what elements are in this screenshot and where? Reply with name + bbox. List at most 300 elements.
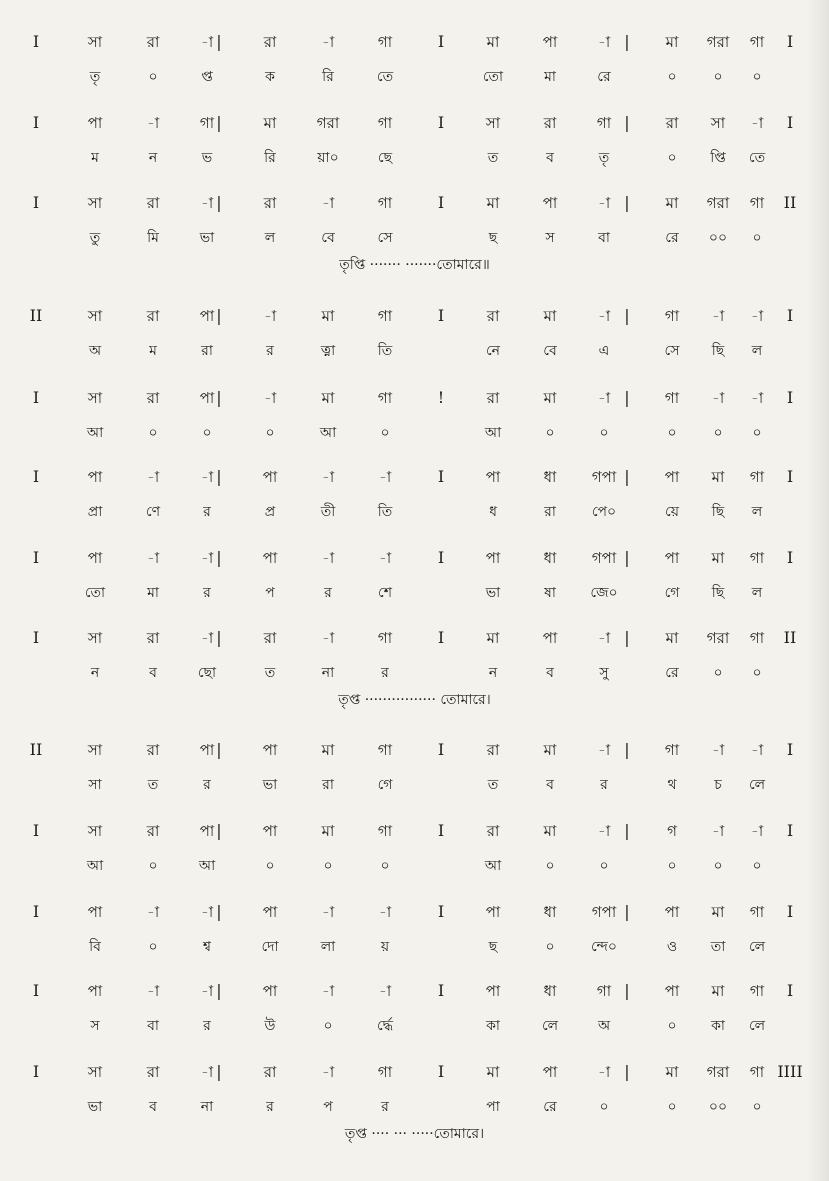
swara-note: সা xyxy=(87,33,103,51)
lyric-syllable: ত xyxy=(147,777,159,793)
swara-note: পা xyxy=(199,307,215,325)
swara-note: গ xyxy=(667,822,677,840)
swara-note: পা xyxy=(262,822,278,840)
swara-note: -া xyxy=(597,307,611,325)
bar-line: | xyxy=(624,740,630,759)
swara-note: পা xyxy=(262,741,278,759)
lyric-syllable: রে xyxy=(665,665,679,681)
bar-line: I xyxy=(32,821,40,840)
lyric-syllable: ন xyxy=(90,665,100,681)
bar-line: I xyxy=(437,548,445,567)
swara-note: -া xyxy=(263,389,277,407)
lyric-syllable: ০ xyxy=(148,425,158,441)
swara-note: গা xyxy=(377,1063,393,1081)
lyric-syllable: ব xyxy=(546,150,554,166)
lyric-syllable: গে xyxy=(664,585,680,601)
swara-line xyxy=(0,1058,829,1086)
swara-note: -া xyxy=(200,629,214,647)
swara-note: রা xyxy=(146,822,160,840)
lyric-syllable: তো xyxy=(84,585,106,601)
swara-note: সা xyxy=(87,741,103,759)
bar-line: I xyxy=(32,467,40,486)
lyric-syllable: ভা xyxy=(262,777,278,793)
swara-note: গা xyxy=(377,629,393,647)
bar-line: | xyxy=(624,902,630,921)
lyric-syllable: কা xyxy=(486,1018,500,1034)
lyric-line xyxy=(0,144,829,172)
lyric-syllable: র xyxy=(381,665,389,681)
lyric-syllable: র xyxy=(600,777,608,793)
lyric-syllable: ছি xyxy=(711,585,725,601)
swara-note: -া xyxy=(200,903,214,921)
lyric-syllable: ০ xyxy=(713,425,723,441)
lyric-syllable: অ xyxy=(597,1018,611,1034)
swara-note: -া xyxy=(321,1063,335,1081)
swara-note: -া xyxy=(597,1063,611,1081)
lyric-syllable: ০ xyxy=(148,69,158,85)
lyric-syllable: তে xyxy=(748,150,766,166)
swara-note: -া xyxy=(263,307,277,325)
bar-line: II xyxy=(783,193,797,212)
swara-note: গা xyxy=(749,982,765,1000)
swara-note: -া xyxy=(750,114,764,132)
bar-line: | xyxy=(216,548,222,567)
bar-line: I xyxy=(437,467,445,486)
lyric-syllable: লে xyxy=(748,1018,766,1034)
lyric-syllable: রা xyxy=(544,504,556,520)
lyric-syllable: ধ xyxy=(489,504,497,520)
swara-line xyxy=(0,109,829,137)
swara-note: রা xyxy=(146,741,160,759)
lyric-syllable: ০ xyxy=(667,69,677,85)
lyric-syllable: অ xyxy=(88,343,102,359)
lyric-syllable: সে xyxy=(664,343,680,359)
lyric-syllable: লে xyxy=(541,1018,559,1034)
lyric-syllable: রে xyxy=(543,1099,557,1115)
bar-line: II xyxy=(29,740,43,759)
bar-line: I xyxy=(437,821,445,840)
swara-note: -া xyxy=(146,114,160,132)
lyric-syllable: ব xyxy=(149,665,157,681)
swara-note: গা xyxy=(377,307,393,325)
swara-note: গা xyxy=(377,389,393,407)
lyric-syllable: ০ xyxy=(265,858,275,874)
lyric-line xyxy=(0,63,829,91)
swara-note: মা xyxy=(486,33,500,51)
lyric-syllable: মা xyxy=(544,69,556,85)
lyric-syllable: নে xyxy=(485,343,501,359)
lyric-syllable: লে xyxy=(748,939,766,955)
swara-note: -া xyxy=(378,982,392,1000)
bar-line: ! xyxy=(437,388,445,407)
lyric-syllable: ০ xyxy=(752,665,762,681)
swara-note: -া xyxy=(711,389,725,407)
swara-note: -া xyxy=(200,33,214,51)
lyric-syllable: ল xyxy=(751,585,763,601)
lyric-syllable: ম xyxy=(91,150,99,166)
swara-note: -া xyxy=(597,194,611,212)
lyric-syllable: ০ xyxy=(545,425,555,441)
swara-note: পা xyxy=(485,549,501,567)
lyric-syllable: ০০ xyxy=(708,230,728,246)
swara-note: -া xyxy=(750,389,764,407)
bar-line: I xyxy=(437,306,445,325)
swara-note: রা xyxy=(486,741,500,759)
lyric-line xyxy=(0,1012,829,1040)
lyric-syllable: ০ xyxy=(667,150,677,166)
swara-note: মা xyxy=(711,982,725,1000)
lyric-syllable: ০ xyxy=(545,939,555,955)
swara-line xyxy=(0,898,829,926)
swara-note: রা xyxy=(486,389,500,407)
bar-line: I xyxy=(437,32,445,51)
swara-note: মা xyxy=(486,1063,500,1081)
refrain-note: তৃপ্ত ···· ··· ·····তোমারে। xyxy=(344,1126,485,1142)
swara-note: -া xyxy=(321,903,335,921)
lyric-syllable: তে xyxy=(376,69,394,85)
lyric-syllable: তৃ xyxy=(89,69,101,85)
lyric-syllable: ছে xyxy=(377,150,393,166)
lyric-syllable: কা xyxy=(711,1018,725,1034)
swara-note: -া xyxy=(597,33,611,51)
lyric-syllable: ০ xyxy=(380,858,390,874)
swara-note: গা xyxy=(749,33,765,51)
lyric-syllable: ত xyxy=(487,777,499,793)
swara-note: পা xyxy=(262,468,278,486)
lyric-syllable: ত্না xyxy=(320,343,336,359)
lyric-syllable: ০ xyxy=(148,858,158,874)
lyric-syllable: মা xyxy=(147,585,159,601)
bar-line: | xyxy=(216,981,222,1000)
swara-note: গা xyxy=(664,307,680,325)
lyric-line xyxy=(0,1093,829,1121)
lyric-syllable: থ xyxy=(667,777,677,793)
lyric-syllable: ম xyxy=(149,343,157,359)
swara-note: -া xyxy=(750,822,764,840)
lyric-syllable: রে xyxy=(665,230,679,246)
lyric-syllable: শ্ব xyxy=(203,939,211,955)
lyric-syllable: ০ xyxy=(752,230,762,246)
swara-line xyxy=(0,977,829,1005)
bar-line: IIII xyxy=(777,1062,803,1081)
lyric-syllable: ০ xyxy=(323,1018,333,1034)
swara-note: মা xyxy=(543,389,557,407)
swara-note: পা xyxy=(199,741,215,759)
bar-line: I xyxy=(32,193,40,212)
lyric-syllable: বে xyxy=(543,343,557,359)
lyric-syllable: ও xyxy=(666,939,678,955)
swara-note: মা xyxy=(321,307,335,325)
bar-line: | xyxy=(216,821,222,840)
bar-line: | xyxy=(624,548,630,567)
swara-note: -া xyxy=(321,468,335,486)
swara-note: মা xyxy=(321,822,335,840)
swara-note: পা xyxy=(199,822,215,840)
swara-note: -া xyxy=(146,468,160,486)
swara-note: গা xyxy=(377,741,393,759)
lyric-syllable: ছি xyxy=(711,343,725,359)
swara-line xyxy=(0,463,829,491)
swara-line xyxy=(0,189,829,217)
swara-note: পা xyxy=(87,468,103,486)
bar-line: I xyxy=(32,902,40,921)
swara-note: রা xyxy=(543,114,557,132)
swara-note: -া xyxy=(597,389,611,407)
lyric-syllable: প xyxy=(265,585,275,601)
swara-note: -া xyxy=(597,741,611,759)
swara-note: -া xyxy=(750,307,764,325)
swara-note: পা xyxy=(199,389,215,407)
swara-note: -া xyxy=(321,33,335,51)
bar-line: I xyxy=(786,306,794,325)
bar-line: | xyxy=(216,388,222,407)
lyric-syllable: লে xyxy=(748,777,766,793)
lyric-syllable: আ xyxy=(86,858,104,874)
lyric-syllable: ০ xyxy=(667,858,677,874)
swara-note: গরা xyxy=(706,629,730,647)
bar-line: | xyxy=(216,740,222,759)
swara-note: -া xyxy=(321,549,335,567)
swara-note: পা xyxy=(485,903,501,921)
swara-note: -া xyxy=(750,741,764,759)
swara-note: পা xyxy=(87,903,103,921)
lyric-syllable: র xyxy=(203,504,211,520)
lyric-syllable: সে xyxy=(377,230,393,246)
lyric-syllable: তা xyxy=(710,939,726,955)
lyric-syllable: র xyxy=(266,1099,274,1115)
swara-line xyxy=(0,736,829,764)
lyric-syllable: য় xyxy=(380,939,390,955)
lyric-syllable: ০ xyxy=(667,1018,677,1034)
lyric-syllable: দো xyxy=(261,939,279,955)
lyric-syllable: ব xyxy=(149,1099,157,1115)
lyric-syllable: পা xyxy=(486,1099,500,1115)
lyric-syllable: ০ xyxy=(148,939,158,955)
bar-line: | xyxy=(624,467,630,486)
bar-line: | xyxy=(216,193,222,212)
swara-note: মা xyxy=(665,629,679,647)
lyric-syllable: তি xyxy=(377,504,393,520)
bar-line: | xyxy=(624,1062,630,1081)
lyric-syllable: র xyxy=(203,777,211,793)
bar-line: I xyxy=(437,113,445,132)
bar-line: II xyxy=(783,628,797,647)
lyric-syllable: ছ xyxy=(488,939,498,955)
lyric-syllable: ভা xyxy=(485,585,501,601)
lyric-syllable: ক xyxy=(265,69,275,85)
lyric-syllable: ০ xyxy=(752,69,762,85)
lyric-syllable: ভা xyxy=(87,1099,103,1115)
bar-line: I xyxy=(32,388,40,407)
lyric-line xyxy=(0,933,829,961)
lyric-syllable: ০ xyxy=(752,425,762,441)
swara-note: পা xyxy=(664,549,680,567)
bar-line: II xyxy=(29,306,43,325)
lyric-syllable: আ xyxy=(484,858,502,874)
swara-note: -া xyxy=(200,549,214,567)
bar-line: I xyxy=(437,740,445,759)
swara-note: পা xyxy=(262,982,278,1000)
bar-line: I xyxy=(786,548,794,567)
lyric-syllable: প xyxy=(323,1099,333,1115)
swara-line xyxy=(0,384,829,412)
lyric-syllable: বা xyxy=(598,230,610,246)
swara-note: -া xyxy=(200,468,214,486)
swara-note: সা xyxy=(87,389,103,407)
lyric-syllable: ০ xyxy=(713,665,723,681)
lyric-syllable: তী xyxy=(320,504,336,520)
swara-note: রা xyxy=(146,389,160,407)
bar-line: I xyxy=(786,467,794,486)
lyric-syllable: র xyxy=(381,1099,389,1115)
lyric-syllable: আ xyxy=(86,425,104,441)
bar-line: I xyxy=(786,740,794,759)
swara-note: -া xyxy=(200,982,214,1000)
swara-line xyxy=(0,624,829,652)
lyric-syllable: ত xyxy=(487,150,499,166)
lyric-syllable: ভা xyxy=(199,230,215,246)
lyric-syllable: আ xyxy=(198,858,216,874)
swara-note: মা xyxy=(321,389,335,407)
lyric-syllable: বি xyxy=(89,939,101,955)
lyric-syllable: ল xyxy=(751,504,763,520)
bar-line: I xyxy=(786,821,794,840)
swara-note: -া xyxy=(378,549,392,567)
swara-note: মা xyxy=(665,33,679,51)
swara-note: মা xyxy=(543,307,557,325)
lyric-syllable: ল xyxy=(264,230,276,246)
lyric-syllable: রি xyxy=(322,69,334,85)
swara-note: গরা xyxy=(706,1063,730,1081)
lyric-syllable: র্দ্ধে xyxy=(377,1018,393,1034)
swara-note: গা xyxy=(749,468,765,486)
lyric-syllable: র xyxy=(324,585,332,601)
swara-note: গা xyxy=(664,741,680,759)
swara-note: রা xyxy=(146,194,160,212)
lyric-syllable: না xyxy=(321,665,335,681)
swara-note: ধা xyxy=(543,549,557,567)
swara-note: গা xyxy=(749,194,765,212)
swara-note: সা xyxy=(710,114,726,132)
swara-note: গা xyxy=(596,982,612,1000)
swara-note: সা xyxy=(485,114,501,132)
swara-note: সা xyxy=(87,822,103,840)
lyric-syllable: গে xyxy=(377,777,393,793)
bar-line: | xyxy=(624,32,630,51)
swara-note: পা xyxy=(542,194,558,212)
lyric-syllable: তু xyxy=(89,230,101,246)
bar-line: I xyxy=(786,113,794,132)
swara-note: গা xyxy=(199,114,215,132)
swara-note: গরা xyxy=(316,114,340,132)
swara-note: সা xyxy=(87,1063,103,1081)
refrain-note: তৃপ্ত ················ তোমারে। xyxy=(338,692,491,708)
swara-note: -া xyxy=(711,822,725,840)
swara-note: -া xyxy=(711,741,725,759)
lyric-syllable: এ xyxy=(598,343,610,359)
lyric-syllable: ভ xyxy=(201,150,213,166)
swara-note: -া xyxy=(711,307,725,325)
lyric-syllable: ০ xyxy=(752,1099,762,1115)
swara-note: মা xyxy=(665,194,679,212)
lyric-syllable: ছ xyxy=(488,230,498,246)
swara-note: রা xyxy=(146,1063,160,1081)
bar-line: I xyxy=(786,388,794,407)
lyric-line xyxy=(0,419,829,447)
bar-line: | xyxy=(624,388,630,407)
swara-note: গরা xyxy=(706,33,730,51)
lyric-syllable: উ xyxy=(264,1018,276,1034)
swara-note: গা xyxy=(749,903,765,921)
swara-note: মা xyxy=(711,549,725,567)
lyric-syllable: ০ xyxy=(667,1099,677,1115)
swara-note: গা xyxy=(664,389,680,407)
lyric-syllable: ০ xyxy=(599,425,609,441)
swara-note: গপা xyxy=(591,549,617,567)
swara-note: -া xyxy=(146,982,160,1000)
lyric-syllable: প্র xyxy=(264,504,276,520)
bar-line: I xyxy=(32,548,40,567)
lyric-syllable: ০ xyxy=(599,858,609,874)
lyric-syllable: ০ xyxy=(599,1099,609,1115)
swara-note: পা xyxy=(485,982,501,1000)
lyric-syllable: রি xyxy=(264,150,276,166)
swara-note: পা xyxy=(87,549,103,567)
bar-line: | xyxy=(624,628,630,647)
swara-note: রা xyxy=(146,33,160,51)
swara-note: সা xyxy=(87,307,103,325)
lyric-syllable: স xyxy=(545,230,555,246)
bar-line: | xyxy=(624,193,630,212)
lyric-syllable: প্তি xyxy=(710,150,726,166)
lyric-syllable: ল xyxy=(751,343,763,359)
swara-note: মা xyxy=(665,1063,679,1081)
lyric-line xyxy=(0,659,829,687)
swara-note: সা xyxy=(87,194,103,212)
bar-line: | xyxy=(216,628,222,647)
swara-note: মা xyxy=(543,822,557,840)
swara-note: মা xyxy=(486,629,500,647)
lyric-syllable: জে০ xyxy=(590,585,618,601)
lyric-syllable: মি xyxy=(147,230,159,246)
lyric-syllable: ত xyxy=(264,665,276,681)
bar-line: | xyxy=(624,306,630,325)
swara-note: রা xyxy=(263,1063,277,1081)
lyric-syllable: ০ xyxy=(713,69,723,85)
bar-line: | xyxy=(624,821,630,840)
bar-line: I xyxy=(32,628,40,647)
lyric-syllable: ০ xyxy=(202,425,212,441)
lyric-syllable: ছো xyxy=(197,665,217,681)
swara-note: মা xyxy=(321,741,335,759)
swara-note: -া xyxy=(321,982,335,1000)
swara-note: মা xyxy=(263,114,277,132)
swara-note: -া xyxy=(146,903,160,921)
bar-line: I xyxy=(437,628,445,647)
lyric-syllable: র xyxy=(266,343,274,359)
bar-line: | xyxy=(216,467,222,486)
swara-note: রা xyxy=(263,194,277,212)
swara-note: মা xyxy=(711,903,725,921)
lyric-syllable: বে xyxy=(321,230,335,246)
swara-note: গা xyxy=(749,629,765,647)
swara-note: সা xyxy=(87,629,103,647)
lyric-syllable: র xyxy=(203,585,211,601)
lyric-line xyxy=(0,498,829,526)
swara-note: -া xyxy=(378,903,392,921)
lyric-syllable: আ xyxy=(319,425,337,441)
swara-note: -া xyxy=(200,194,214,212)
